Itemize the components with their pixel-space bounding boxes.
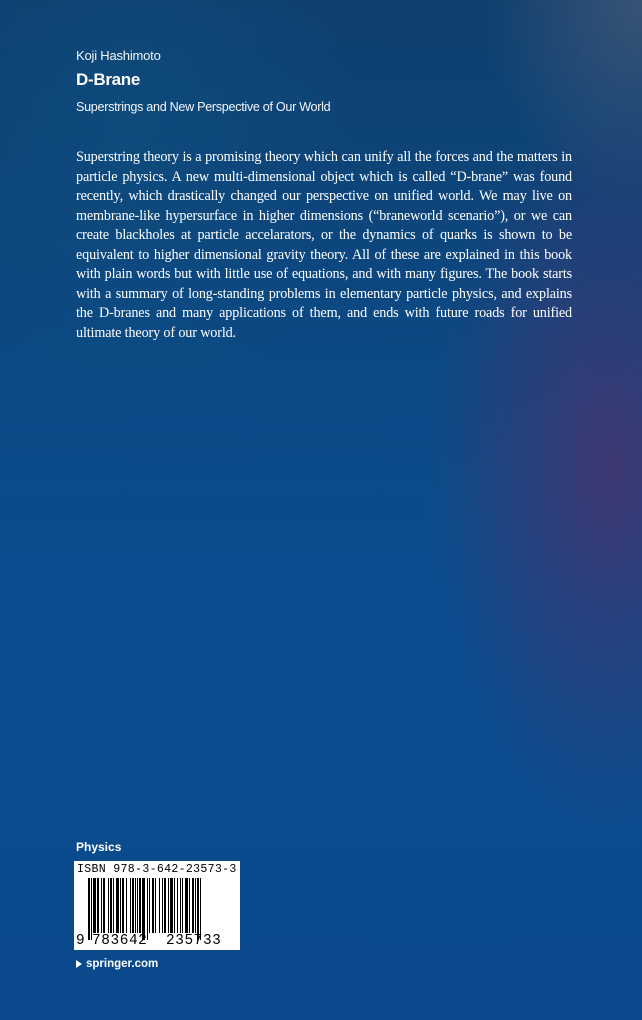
author-name: Koji Hashimoto [76,48,161,63]
isbn-label: ISBN 978-3-642-23573-3 [77,863,237,876]
barcode-digit-group-right: 235733 [166,933,222,949]
book-title: D-Brane [76,70,141,89]
book-subtitle: Superstrings and New Perspective of Our World [76,100,331,114]
isbn-barcode [74,861,240,950]
barcode-digit-group-left: 783642 [92,933,148,949]
publisher-url: springer.com [86,958,159,970]
cover-header [76,48,330,115]
publisher-link[interactable] [76,958,158,970]
triangle-arrow-right-icon [76,960,82,968]
subject-category: Physics [76,840,122,854]
barcode-lead-digit: 9 [76,933,86,949]
blurb-paragraph: Superstring theory is a promising theory which can unify all the forces and the matters in particle physics. A new multi-dimensional object which is called “D-brane” was found recently, which drastically changed our perspective on unified world. We may live on membrane-like hypersurface in higher dimensions (“braneworld scenario”), or we can create blackholes at particle accelarators, or the dynamics of quarks is shown to be equivalent to higher dimensional gravity theory. All of these are explained in this book with plain words but with little use of equations, and with many figures. The book starts with a summary of long-standing problems in elementary particle physics, and explains the D-branes and many applications of them, and ends with future roads for unified ultimate theory of our world. [76,149,572,341]
back-cover-blurb [76,148,572,343]
